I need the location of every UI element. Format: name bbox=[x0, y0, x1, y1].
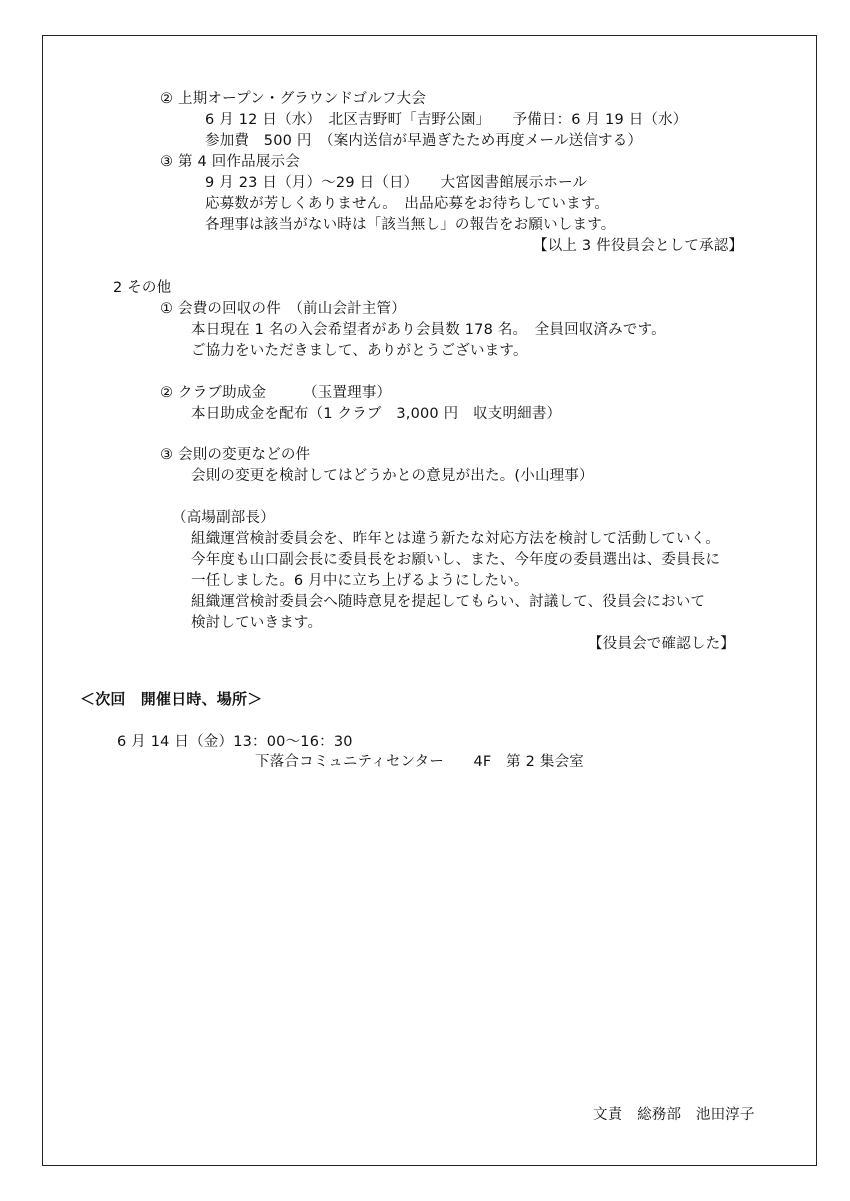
event3-line1: 9 月 23 日（月）～29 日（日） 大宮図書館展示ホール bbox=[205, 175, 588, 191]
vice-line2: 今年度も山口副会長に委員長をお願いし、また、今年度の委員選出は、委員長に bbox=[191, 552, 721, 568]
next-meeting-datetime: 6 月 14 日（金）13：00～16：30 bbox=[117, 734, 353, 750]
other-heading: 2 その他 bbox=[113, 280, 172, 296]
event3-heading: ③ 第 4 回作品展示会 bbox=[160, 154, 300, 170]
author-credit: 文責 総務部 池田淳子 bbox=[593, 1107, 755, 1123]
vice-line3: 一任しました。6 月中に立ち上げるようにしたい。 bbox=[191, 573, 529, 589]
next-meeting-heading: ＜次回 開催日時、場所＞ bbox=[80, 690, 263, 708]
event3-line3: 各理事は該当がない時は「該当無し」の報告をお願いします。 bbox=[205, 217, 616, 233]
grant-line1: 本日助成金を配布（1 クラブ 3,000 円 収支明細書） bbox=[191, 406, 562, 422]
vice-line5: 検討していきます。 bbox=[191, 615, 323, 631]
approval-note: 【以上 3 件役員会として承認】 bbox=[533, 238, 744, 254]
event2-line2: 参加費 500 円 （案内送信が早過ぎたため再度メール送信する） bbox=[205, 133, 643, 149]
vice-line4: 組織運営検討委員会へ随時意見を提起してもらい、討議して、役員会において bbox=[191, 594, 706, 610]
vice-heading: （高場副部長） bbox=[172, 510, 275, 526]
fee-line1: 本日現在 1 名の入会希望者があり会員数 178 名。 全員回収済みです。 bbox=[191, 322, 666, 338]
event2-heading: ② 上期オープン・グラウンドゴルフ大会 bbox=[160, 91, 427, 107]
next-meeting-place: 下落合コミュニティセンター 4F 第 2 集会室 bbox=[255, 754, 584, 770]
event2-line1: 6 月 12 日（水） 北区吉野町「吉野公園」 予備日：6 月 19 日（水） bbox=[205, 112, 688, 128]
confirm-note: 【役員会で確認した】 bbox=[588, 636, 735, 652]
vice-line1: 組織運営検討委員会を、昨年とは違う新たな対応方法を検討して活動していく。 bbox=[191, 531, 720, 547]
rules-heading: ③ 会則の変更などの件 bbox=[160, 447, 311, 463]
fee-line2: ご協力をいただきまして、ありがとうございます。 bbox=[191, 343, 528, 359]
rules-line1: 会則の変更を検討してはどうかとの意見が出た。(小山理事） bbox=[191, 468, 594, 484]
grant-heading: ② クラブ助成金 （玉置理事） bbox=[160, 385, 392, 401]
fee-heading: ① 会費の回収の件 （前山会計主管） bbox=[160, 301, 406, 317]
event3-line2: 応募数が芳しくありません。 出品応募をお待ちしています。 bbox=[205, 196, 610, 212]
